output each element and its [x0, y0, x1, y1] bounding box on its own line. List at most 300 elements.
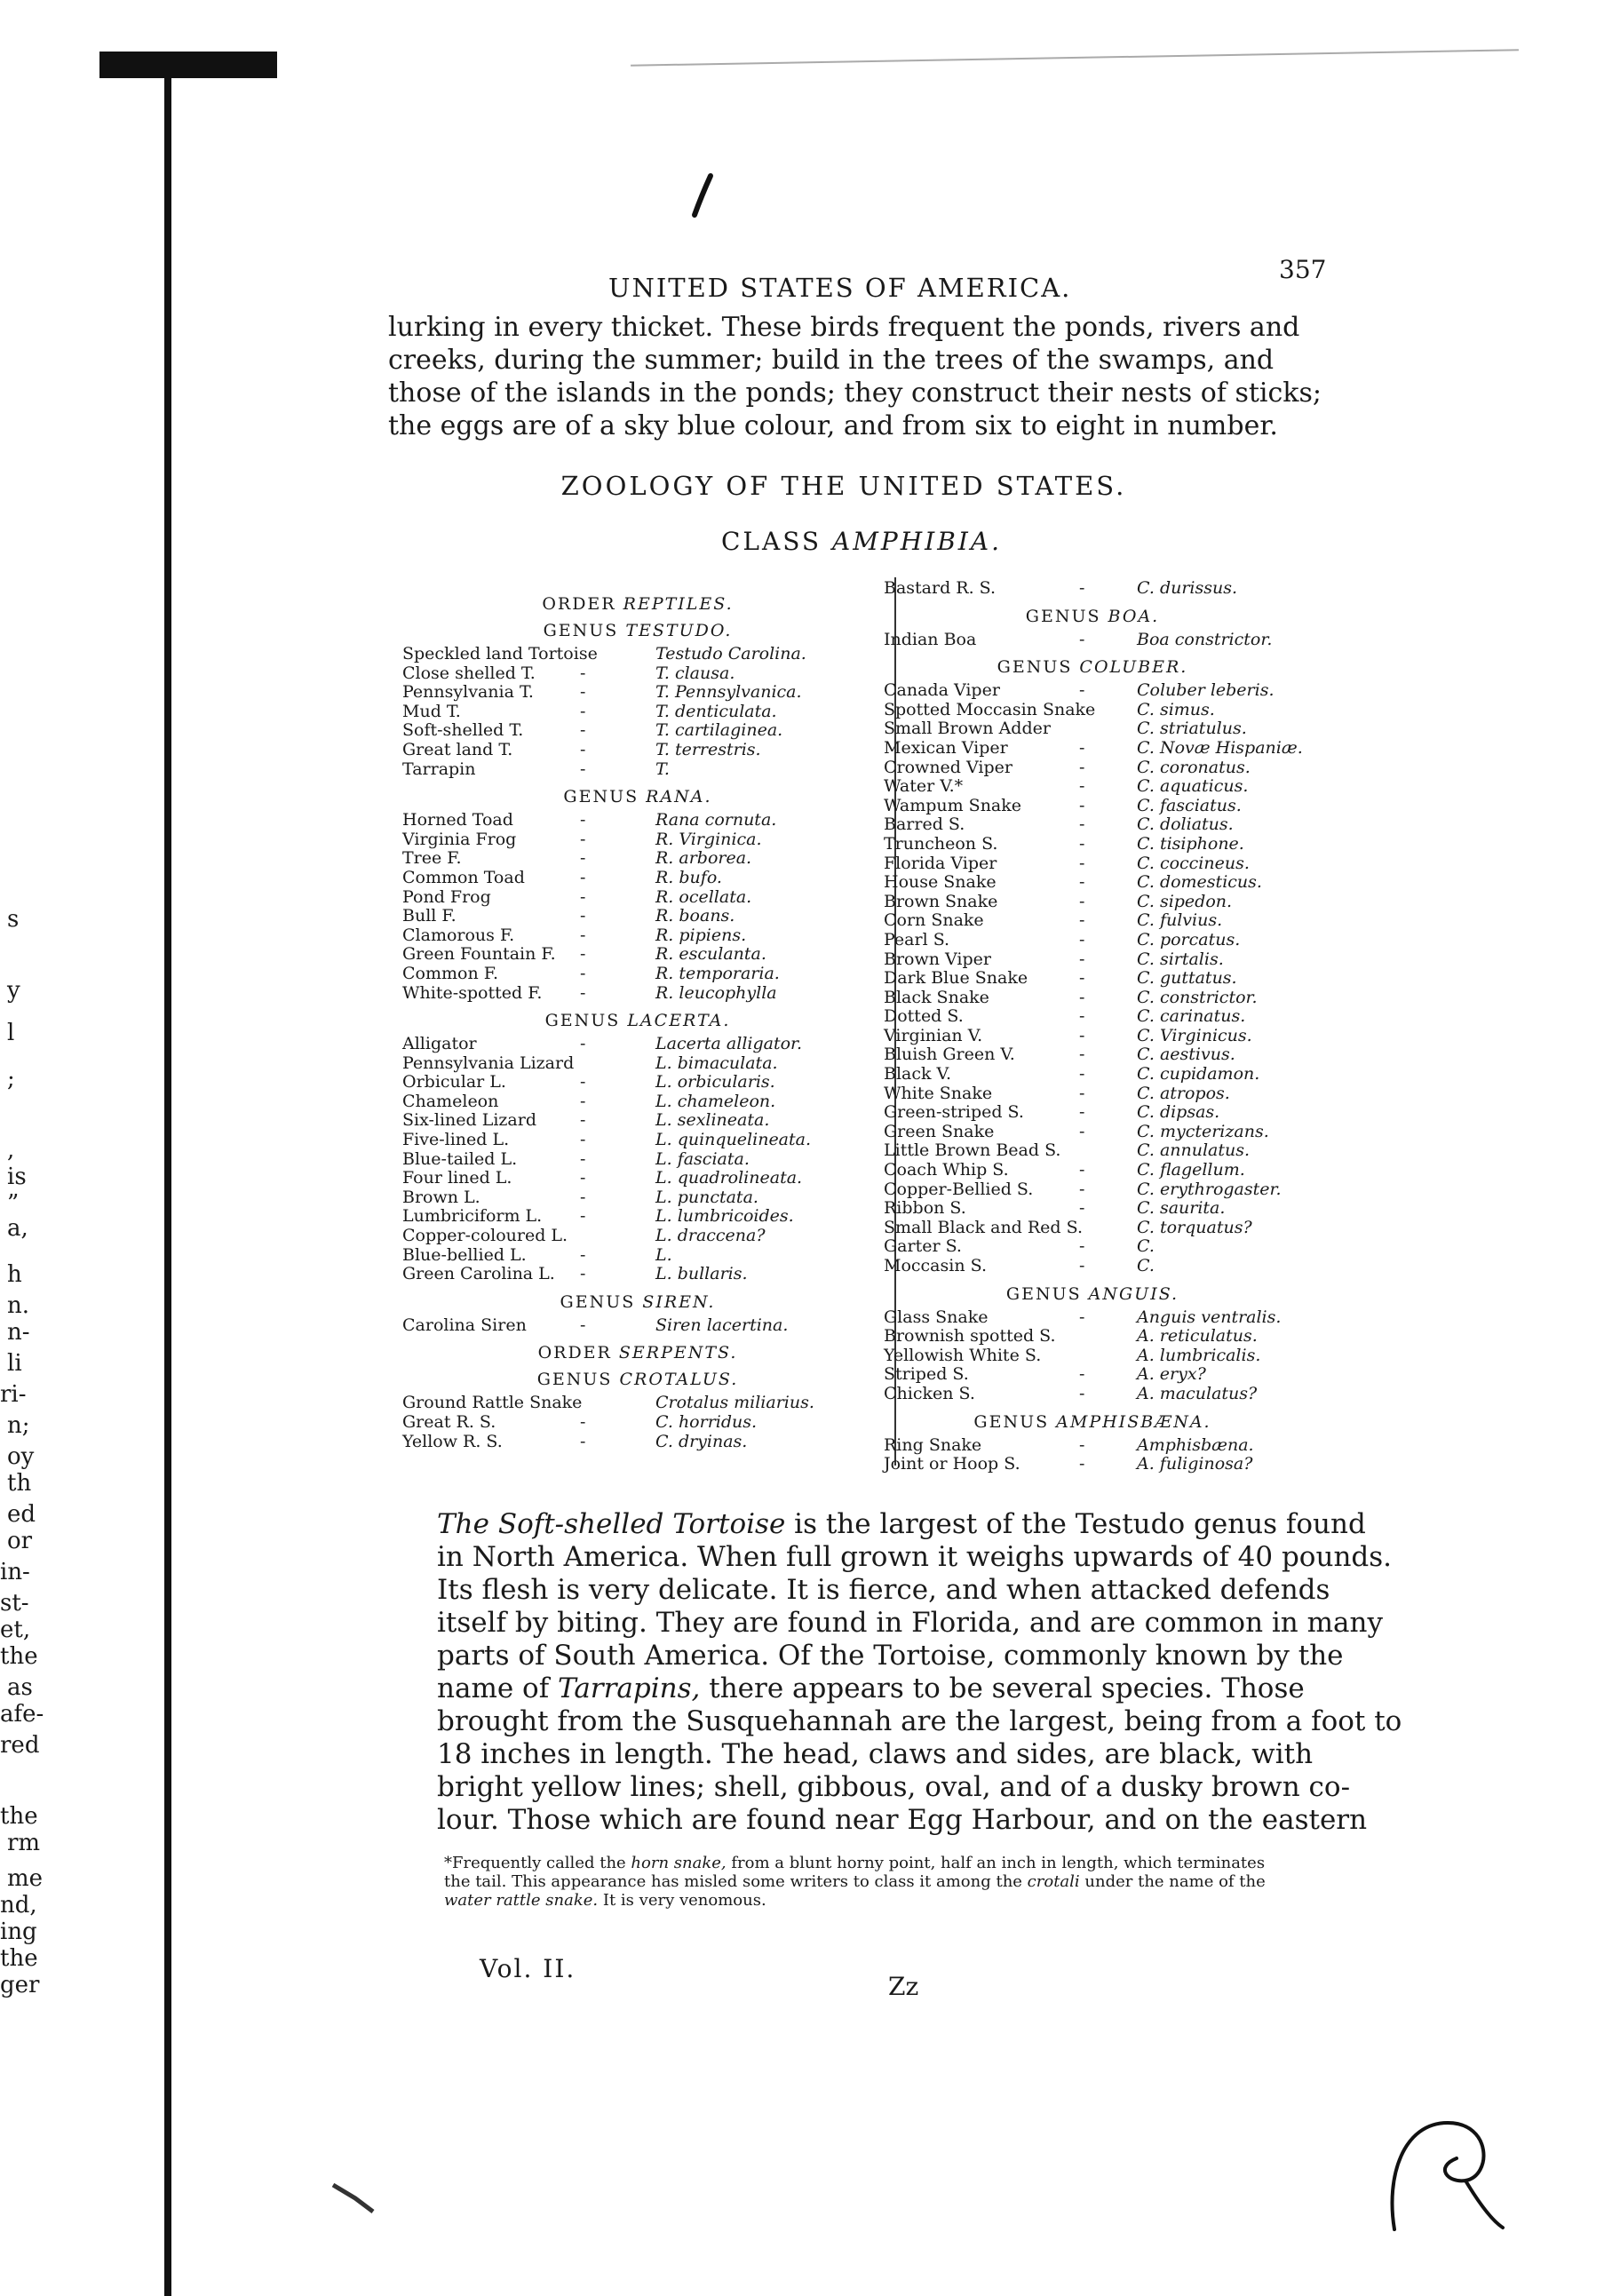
scientific-name: R. leucophylla	[655, 982, 777, 1003]
leader-dash: -	[1079, 987, 1085, 1007]
line-text: lour. Those which are found near Egg Harbour, and on the eastern	[437, 1804, 1368, 1836]
scientific-name: C.	[1137, 1256, 1155, 1275]
leader-dash: -	[580, 1034, 586, 1054]
heading-name: SIREN.	[642, 1291, 716, 1312]
species-row	[402, 848, 873, 868]
scientific-name: C. coccineus.	[1137, 853, 1250, 873]
species-row	[402, 887, 873, 907]
genus-heading	[884, 1281, 1301, 1307]
species-row	[884, 680, 1301, 700]
leader-dash: -	[580, 867, 586, 887]
common-name: Truncheon S.	[884, 833, 998, 854]
species-table-left	[402, 591, 873, 1456]
leader-dash: -	[580, 925, 586, 945]
heading-name: CROTALUS.	[619, 1370, 739, 1390]
common-name: Mud T.	[402, 701, 461, 721]
species-row	[884, 1454, 1301, 1474]
species-row	[402, 1168, 873, 1188]
scientific-name: L. quadrolineata.	[655, 1168, 803, 1188]
common-name: Five-lined L.	[402, 1130, 510, 1150]
species-row	[884, 1435, 1301, 1455]
species-row	[884, 1180, 1301, 1199]
scientific-name: L. lumbricoides.	[655, 1206, 794, 1227]
scientific-name: L. chameleon.	[655, 1091, 776, 1111]
common-name: Yellowish White S.	[884, 1345, 1042, 1365]
footnote-line: water rattle snake. It is very venomous.	[444, 1891, 766, 1910]
leader-dash: -	[1079, 757, 1085, 777]
common-name: Brown Viper	[884, 949, 991, 969]
common-name: Garter S.	[884, 1236, 962, 1257]
species-row	[884, 1045, 1301, 1064]
scientific-name: Boa constrictor.	[1137, 629, 1273, 649]
leader-dash: -	[1079, 578, 1085, 598]
leader-dash: -	[580, 1130, 586, 1150]
common-name: Pennsylvania T.	[402, 682, 534, 703]
leader-dash: -	[1079, 1025, 1085, 1045]
scientific-name: C. torquatus?	[1137, 1217, 1252, 1237]
common-name: Green-striped S.	[884, 1102, 1024, 1123]
species-row	[402, 944, 873, 964]
leader-dash: -	[580, 1072, 586, 1092]
common-name: Florida Viper	[884, 853, 997, 873]
common-name: Barred S.	[884, 814, 965, 835]
leader-dash: -	[580, 906, 586, 926]
leader-dash: -	[580, 1091, 586, 1111]
species-table-right	[884, 578, 1301, 1479]
scientific-name: Crotalus miliarius.	[655, 1393, 814, 1413]
heading-label: ORDER	[537, 1343, 612, 1363]
heading-label: GENUS	[973, 1411, 1050, 1432]
common-name: Brown L.	[402, 1187, 480, 1207]
species-row	[884, 1084, 1301, 1103]
scientific-name: A. fuliginosa?	[1137, 1454, 1253, 1474]
footnote	[444, 1854, 1386, 1910]
class-prefix: CLASS	[721, 527, 822, 556]
common-name: Moccasin S.	[884, 1256, 987, 1275]
species-row	[884, 758, 1301, 777]
line-text: there appears to be several species. Those	[700, 1672, 1305, 1704]
species-row	[402, 1149, 873, 1169]
genus-heading	[402, 1289, 873, 1315]
common-name: Crowned Viper	[884, 757, 1012, 777]
scientific-name: C. fasciatus.	[1137, 795, 1242, 815]
scientific-name: C. doliatus.	[1137, 814, 1234, 835]
species-row	[402, 1393, 873, 1412]
scientific-name: Siren lacertina.	[655, 1315, 789, 1335]
signature-mark: Zz	[888, 1972, 919, 2001]
species-row	[884, 1006, 1301, 1026]
species-row	[884, 738, 1301, 758]
species-row	[402, 810, 873, 830]
line-text: bright yellow lines; shell, gibbous, oval, and of a dusky brown co-	[437, 1771, 1351, 1803]
scientific-name: T. cartilaginea.	[655, 720, 783, 741]
left-fragment-text: ”	[7, 1190, 20, 1217]
left-fragment-text: ing	[0, 1919, 37, 1945]
left-fragment-text: h	[7, 1261, 22, 1288]
footnote-line: *Frequently called the horn snake, from a blunt horny point, half an inch in length, which terminates	[444, 1854, 1266, 1872]
leader-dash: -	[580, 682, 586, 703]
leader-dash: -	[1079, 1198, 1085, 1219]
scientific-name: C. fulvius.	[1137, 910, 1223, 931]
body-line	[437, 1508, 1378, 1541]
left-fragment-text: nd,	[0, 1892, 37, 1919]
species-row	[402, 964, 873, 983]
common-name: Coach Whip S.	[884, 1160, 1009, 1180]
leader-dash: -	[580, 663, 586, 683]
scientific-name: C. coronatus.	[1137, 757, 1251, 777]
left-fragment-text: l	[7, 1020, 15, 1046]
common-name: Clamorous F.	[402, 925, 515, 945]
intro-line: the eggs are of a sky blue colour, and from six to eight in number.	[388, 410, 1278, 441]
species-row	[402, 759, 873, 779]
species-row	[402, 1130, 873, 1149]
common-name: Speckled land Tortoise	[402, 644, 598, 663]
emphasis: Tarrapins,	[558, 1672, 701, 1704]
species-row	[402, 1245, 873, 1265]
leader-dash: -	[1079, 949, 1085, 969]
line-text: in North America. When full grown it weighs upwards of 40 pounds.	[437, 1541, 1393, 1573]
common-name: Chameleon	[402, 1091, 499, 1111]
left-fragment-text: oy	[7, 1443, 35, 1470]
scientific-name: C. aquaticus.	[1137, 776, 1249, 797]
body-line	[437, 1771, 1378, 1804]
scientific-name: C. dipsas.	[1137, 1102, 1220, 1123]
scientific-name: C. cupidamon.	[1137, 1064, 1260, 1084]
common-name: Brownish spotted S.	[884, 1326, 1056, 1347]
leader-dash: -	[1079, 910, 1085, 931]
heading-name: TESTUDO.	[625, 621, 733, 640]
scientific-name: C. guttatus.	[1137, 968, 1237, 989]
left-fragment-text: a,	[7, 1215, 28, 1242]
body-line	[437, 1574, 1378, 1607]
common-name: Brown Snake	[884, 891, 998, 911]
species-row	[884, 1384, 1301, 1403]
scientific-name: C. mycterizans.	[1137, 1121, 1269, 1141]
leader-dash: -	[580, 982, 586, 1003]
scientific-name: L. bullaris.	[655, 1264, 748, 1284]
common-name: White-spotted F.	[402, 982, 543, 1003]
scientific-name: R. ocellata.	[655, 886, 752, 907]
scientific-name: C. sipedon.	[1137, 891, 1233, 911]
leader-dash: -	[580, 886, 586, 907]
heading-label: GENUS	[1025, 606, 1101, 626]
species-row	[884, 1026, 1301, 1045]
genus-heading	[402, 1366, 873, 1393]
common-name: Pennsylvania Lizard	[402, 1053, 575, 1073]
section-title: ZOOLOGY OF THE UNITED STATES.	[560, 471, 1127, 501]
heading-name: SERPENTS.	[618, 1343, 738, 1363]
scientific-name: C. Novæ Hispaniæ.	[1137, 737, 1303, 758]
scientific-name: Rana cornuta.	[655, 810, 777, 830]
common-name: Bastard R. S.	[884, 578, 997, 598]
left-fragment-text: ,	[7, 1137, 15, 1164]
scientific-name: C. tisiphone.	[1137, 833, 1244, 854]
species-row	[884, 1326, 1301, 1346]
species-row	[402, 983, 873, 1003]
species-row	[402, 1226, 873, 1245]
leader-dash: -	[580, 739, 586, 759]
common-name: Ring Snake	[884, 1434, 982, 1455]
leader-dash: -	[580, 1148, 586, 1169]
scientific-name: L. bimaculata.	[655, 1053, 778, 1073]
leader-dash: -	[1079, 1236, 1085, 1257]
line-text: Its flesh is very delicate. It is fierce, and when attacked defends	[437, 1574, 1330, 1606]
species-row	[402, 1072, 873, 1092]
scientific-name: R. esculanta.	[655, 944, 766, 965]
scientific-name: Anguis ventralis.	[1137, 1307, 1282, 1327]
left-fragment-text: rm	[7, 1830, 41, 1856]
leader-dash: -	[1079, 776, 1085, 797]
running-title: UNITED STATES OF AMERICA.	[608, 273, 1072, 303]
species-row	[402, 906, 873, 926]
common-name: Blue-bellied L.	[402, 1244, 527, 1265]
left-fragment-text: is	[7, 1164, 27, 1190]
scientific-name: Amphisbæna.	[1137, 1434, 1254, 1455]
scientific-name: Coluber leberis.	[1137, 680, 1275, 701]
common-name: Virginia Frog	[402, 829, 517, 849]
left-fragment-text: li	[7, 1350, 22, 1377]
left-fragment-text: ed	[7, 1501, 36, 1528]
common-name: Wampum Snake	[884, 795, 1022, 815]
leader-dash: -	[580, 1412, 586, 1432]
scientific-name: C. aestivus.	[1137, 1045, 1235, 1065]
species-row	[884, 1346, 1301, 1365]
common-name: Copper-coloured L.	[402, 1226, 568, 1246]
left-fragment-text: red	[0, 1732, 40, 1759]
scientific-name: A. lumbricalis.	[1137, 1345, 1261, 1365]
species-row	[884, 1218, 1301, 1237]
left-fragment-text: ;	[7, 1066, 15, 1092]
scientific-name: C. flagellum.	[1137, 1160, 1245, 1180]
common-name: Ground Rattle Snake	[402, 1393, 583, 1413]
binding-spine	[164, 75, 171, 2296]
common-name: Water V.*	[884, 776, 964, 797]
volume-label: Vol. II.	[480, 1954, 576, 1983]
left-fragment-text: n;	[7, 1412, 30, 1439]
scientific-name: C. saurita.	[1137, 1198, 1226, 1219]
order-heading	[402, 591, 873, 617]
heading-label: GENUS	[544, 1011, 621, 1031]
scientific-name: C. carinatus.	[1137, 1006, 1246, 1027]
left-fragment-text: the	[0, 1643, 38, 1670]
species-row	[884, 1364, 1301, 1384]
left-fragment-text: ri-	[0, 1381, 27, 1408]
species-row	[884, 1256, 1301, 1275]
leader-dash: -	[1079, 929, 1085, 949]
scientific-name: C. domesticus.	[1137, 872, 1262, 893]
common-name: Lumbriciform L.	[402, 1206, 543, 1227]
class-name: AMPHIBIA.	[832, 527, 1002, 556]
common-name: Black V.	[884, 1064, 951, 1084]
scientific-name: R. bufo.	[655, 867, 722, 887]
scientific-name: A. maculatus?	[1137, 1383, 1258, 1403]
species-row	[884, 796, 1301, 815]
species-row	[402, 1188, 873, 1207]
species-row	[402, 1206, 873, 1226]
scientific-name: T. terrestris.	[655, 739, 761, 759]
leader-dash: -	[580, 944, 586, 965]
common-name: Chicken S.	[884, 1383, 975, 1403]
common-name: Pearl S.	[884, 929, 950, 949]
leader-dash: -	[1079, 1454, 1085, 1474]
common-name: Black Snake	[884, 987, 989, 1007]
species-row	[402, 720, 873, 740]
left-fragment-text: th	[7, 1470, 32, 1497]
leader-dash: -	[1079, 872, 1085, 893]
species-row	[884, 1307, 1301, 1327]
species-row	[884, 872, 1301, 892]
page-number: 357	[1279, 255, 1327, 284]
leader-dash: -	[1079, 1434, 1085, 1455]
scientific-name: T.	[655, 759, 670, 779]
leader-dash: -	[1079, 1045, 1085, 1065]
genus-heading	[884, 603, 1301, 630]
species-row	[884, 930, 1301, 949]
scientific-name: T. Pennsylvanica.	[655, 682, 802, 703]
heading-label: GENUS	[543, 621, 619, 640]
leader-dash: -	[580, 848, 586, 869]
footnote-line: the tail. This appearance has misled some writers to class it among the crotali under the name of the	[444, 1872, 1266, 1891]
scientific-name: C. atropos.	[1137, 1083, 1230, 1103]
species-row	[884, 1140, 1301, 1160]
species-row	[884, 1122, 1301, 1141]
heading-label: GENUS	[560, 1291, 636, 1312]
body-line	[437, 1804, 1378, 1837]
common-name: Yellow R. S.	[402, 1431, 503, 1451]
common-name: Small Brown Adder	[884, 719, 1051, 739]
leader-dash: -	[580, 963, 586, 983]
common-name: Small Black and Red S.	[884, 1217, 1084, 1237]
scientific-name: C. durissus.	[1137, 578, 1238, 598]
pen-stroke-mark	[675, 169, 728, 222]
species-row	[884, 949, 1301, 969]
leader-dash: -	[580, 1315, 586, 1335]
heading-label: GENUS	[997, 657, 1073, 678]
scientific-name: C. annulatus.	[1137, 1140, 1251, 1161]
common-name: Tarrapin	[402, 759, 476, 779]
scientific-name: C. sirtalis.	[1137, 949, 1224, 969]
scientific-name: R. pipiens.	[655, 925, 747, 945]
scientific-name: R. Virginica.	[655, 829, 762, 849]
common-name: Six-lined Lizard	[402, 1110, 537, 1131]
common-name: Virginian V.	[884, 1025, 983, 1045]
common-name: Green Carolina L.	[402, 1264, 555, 1284]
scientific-name: L.	[655, 1244, 672, 1265]
left-fragment-text: the	[0, 1945, 38, 1972]
species-row	[402, 644, 873, 663]
common-name: Bull F.	[402, 906, 457, 926]
scientific-name: L. punctata.	[655, 1187, 758, 1207]
scientific-name: A. reticulatus.	[1137, 1326, 1258, 1347]
common-name: Horned Toad	[402, 810, 513, 830]
species-row	[884, 719, 1301, 738]
left-fragment-text: the	[0, 1803, 38, 1830]
line-text: itself by biting. They are found in Florida, and are common in many	[437, 1607, 1383, 1639]
heading-label: ORDER	[542, 594, 616, 614]
species-row	[884, 1102, 1301, 1122]
common-name: Pond Frog	[402, 886, 491, 907]
left-fragment-text: s	[7, 906, 20, 933]
leader-dash: -	[1079, 1383, 1085, 1403]
line-text: brought from the Susquehannah are the largest, being from a foot to	[437, 1705, 1402, 1737]
heading-name: ANGUIS.	[1088, 1283, 1179, 1304]
left-fragment-text: in-	[0, 1559, 30, 1585]
leader-dash: -	[1079, 1083, 1085, 1103]
species-row	[884, 814, 1301, 834]
scientific-name: C. horridus.	[655, 1412, 758, 1432]
species-row	[884, 910, 1301, 930]
leader-dash: -	[1079, 1307, 1085, 1327]
common-name: Great land T.	[402, 739, 513, 759]
line-text: is the largest of the Testudo genus found	[785, 1508, 1366, 1540]
left-fragment-text: n.	[7, 1292, 30, 1319]
leader-dash: -	[580, 1206, 586, 1227]
leader-dash: -	[1079, 629, 1085, 649]
scientific-name: L. draccena?	[655, 1226, 766, 1246]
common-name: White Snake	[884, 1083, 993, 1103]
scientific-name: L. quinquelineata.	[655, 1130, 812, 1150]
species-row	[884, 968, 1301, 988]
scientific-name: C. striatulus.	[1137, 719, 1247, 739]
scientific-name: T. denticulata.	[655, 701, 777, 721]
common-name: Green Fountain F.	[402, 944, 556, 965]
scientific-name: C.	[1137, 1236, 1155, 1257]
left-fragment-text: afe-	[0, 1701, 44, 1728]
scientific-name: A. eryx?	[1137, 1364, 1206, 1385]
leader-dash: -	[1079, 891, 1085, 911]
species-row	[884, 892, 1301, 911]
common-name: Canada Viper	[884, 680, 1000, 701]
leader-dash: -	[1079, 795, 1085, 815]
leader-dash: -	[580, 1110, 586, 1131]
body-line	[437, 1640, 1378, 1672]
common-name: Alligator	[402, 1034, 477, 1054]
species-row	[884, 578, 1301, 598]
species-row	[402, 663, 873, 683]
left-fragment-text: as	[7, 1674, 33, 1701]
species-row	[884, 776, 1301, 796]
leader-dash: -	[1079, 737, 1085, 758]
common-name: Glass Snake	[884, 1307, 989, 1327]
left-fragment-text: n-	[7, 1319, 30, 1346]
common-name: Blue-tailed L.	[402, 1148, 518, 1169]
intro-line: creeks, during the summer; build in the trees of the swamps, and	[388, 345, 1275, 376]
scientific-name: L. orbicularis.	[655, 1072, 775, 1092]
scientific-name: C. dryinas.	[655, 1431, 748, 1451]
common-name: Common F.	[402, 963, 498, 983]
heading-name: REPTILES.	[623, 594, 734, 614]
species-row	[402, 1264, 873, 1283]
binding-edge	[99, 52, 277, 78]
body-line	[437, 1672, 1378, 1705]
species-row	[402, 682, 873, 702]
intro-line: those of the islands in the ponds; they construct their nests of sticks;	[388, 377, 1322, 409]
leader-dash: -	[1079, 1364, 1085, 1385]
common-name: Spotted Moccasin Snake	[884, 699, 1096, 719]
common-name: Orbicular L.	[402, 1072, 506, 1092]
intro-line: lurking in every thicket. These birds frequent the ponds, rivers and	[388, 312, 1300, 343]
body-paragraph	[437, 1508, 1402, 1837]
common-name: Close shelled T.	[402, 663, 536, 683]
heading-name: LACERTA.	[627, 1011, 731, 1031]
genus-heading	[402, 783, 873, 810]
heading-label: GENUS	[563, 787, 639, 807]
genus-heading	[884, 1409, 1301, 1435]
species-row	[884, 834, 1301, 854]
emphasis: The Soft-shelled Tortoise	[437, 1508, 786, 1540]
left-fragment-text: y	[7, 977, 20, 1004]
species-row	[884, 1064, 1301, 1084]
